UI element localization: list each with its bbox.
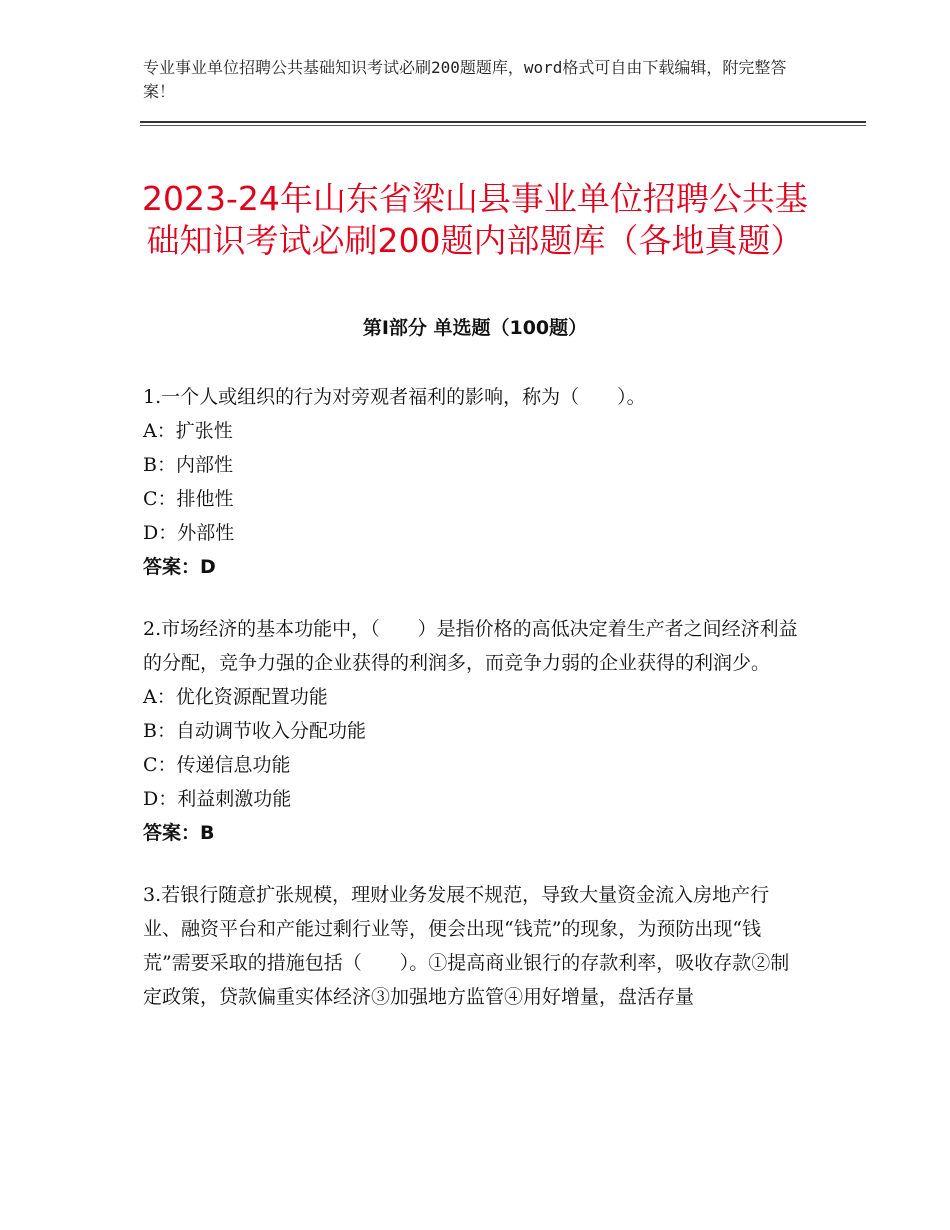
question-1 bbox=[143, 380, 803, 584]
question-3 bbox=[143, 878, 803, 1014]
option-a: A：扩张性 bbox=[143, 420, 233, 442]
answer: 答案：D bbox=[143, 556, 216, 578]
option-c: C：传递信息功能 bbox=[143, 754, 291, 776]
question-stem: 2.市场经济的基本功能中，（ ）是指价格的高低决定着生产者之间经济利益的分配，竞争力强的企业获得的利润多，而竞争力弱的企业获得的利润少。 bbox=[143, 618, 798, 674]
header-note: 专业事业单位招聘公共基础知识考试必刷200题题库，word格式可自由下载编辑，附完整答案！ bbox=[143, 58, 787, 101]
question-stem: 3.若银行随意扩张规模，理财业务发展不规范，导致大量资金流入房地产行业、融资平台和产能过剩行业等，便会出现“钱荒”的现象，为预防出现“钱荒”需要采取的措施包括（ ）。①提高商业银行的存款利率，吸收存款②制定政策，贷款偏重实体经济③加强地方监管④用好增量，盘活存量 bbox=[143, 884, 790, 1008]
section-title: 第Ⅰ部分 单选题（100题） bbox=[362, 317, 588, 339]
question-list bbox=[143, 380, 803, 1042]
option-d: D：外部性 bbox=[143, 522, 235, 544]
header-rule-thick bbox=[140, 121, 866, 123]
answer: 答案：B bbox=[143, 822, 215, 844]
option-b: B：内部性 bbox=[143, 454, 233, 476]
question-stem: 1.一个人或组织的行为对旁观者福利的影响，称为（ ）。 bbox=[143, 386, 646, 408]
document-title: 2023-24年山东省梁山县事业单位招聘公共基础知识考试必刷200题内部题库（各地真题） bbox=[142, 179, 808, 261]
header-rule-thin bbox=[140, 125, 866, 126]
option-a: A：优化资源配置功能 bbox=[143, 686, 328, 708]
question-2 bbox=[143, 612, 803, 850]
option-b: B：自动调节收入分配功能 bbox=[143, 720, 366, 742]
option-c: C：排他性 bbox=[143, 488, 234, 510]
option-d: D：利益刺激功能 bbox=[143, 788, 292, 810]
